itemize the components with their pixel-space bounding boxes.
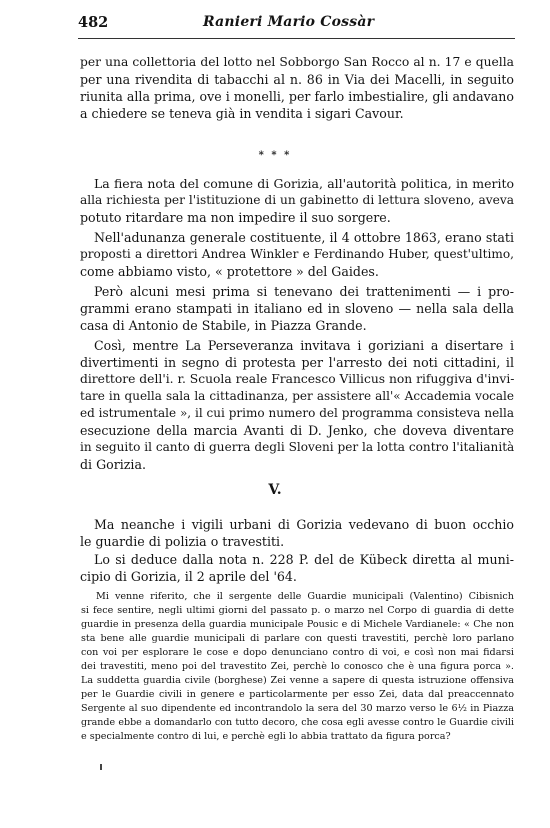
text-line: La fiera nota del comune di Gorizia, all'autorità politica, in merito [94, 176, 514, 191]
quote-line: sta bene alle guardie municipali di parlare con questi travestiti, perchè loro parlano [81, 633, 514, 644]
quote-line: Sergente al suo dipendente ed incontrandolo la sera del 30 marzo verso le 6½ in Piazza [81, 703, 514, 714]
text-line: direttore dell'i. r. Scuola reale Francesco Villicus non rifuggiva d'invi- [80, 372, 515, 386]
quote-line: La suddetta guardia civile (borghese) Zei venne a sapere di questa istruzione offensiva [81, 675, 514, 686]
quote-line: Mi venne riferito, che il sergente delle Guardie municipali (Valentino) Cibisnich [96, 591, 514, 602]
page-number: 482 [78, 14, 109, 31]
text-line: a chiedere se teneva già in vendita i sigari Cavour. [80, 106, 404, 121]
quote-line: grande ebbe a domandarlo con tutto decoro, che cosa egli avesse contro le Guardie civili [81, 717, 514, 728]
section-separator: * * * [258, 150, 292, 161]
text-line: esecuzione della marcia Avanti di D. Jenko, che doveva diventare [80, 423, 514, 438]
text-line: potuto ritardare ma non impedire il suo sorgere. [80, 210, 391, 225]
running-title: Ranieri Mario Cossàr [203, 14, 375, 30]
quote-line: con voi per esplorare le cose e dopo denunciano contro di voi, e così non mai fidarsi [81, 647, 514, 658]
text-line: tare in quella sala la cittadinanza, per assistere all'« Accademia vocale [80, 389, 514, 403]
section-heading: V. [268, 482, 282, 498]
quote-line: per le Guardie civili in genere e particolarmente per esso Zei, data dal preaccennato [81, 689, 514, 700]
text-line: grammi erano stampati in italiano ed in sloveno — nella sala della [80, 301, 514, 316]
text-line: Però alcuni mesi prima si tenevano dei trattenimenti — i pro- [94, 284, 514, 299]
text-line: casa di Antonio de Stabile, in Piazza Grande. [80, 318, 367, 333]
quote-line: dei travestiti, meno poi del travestito Zei, perchè lo conosco che è una figura porca ». [81, 661, 514, 672]
header-rule [78, 38, 515, 39]
page-header [78, 14, 513, 34]
text-line: in seguito il canto di guerra degli Sloveni per la lotta contro l'italianità [80, 440, 515, 454]
text-line: per una rivendita di tabacchi al n. 86 in Via dei Macelli, in seguito [80, 72, 514, 87]
text-line: Lo si deduce dalla nota n. 228 P. del de Kübeck diretta al muni- [94, 552, 514, 567]
text-line: riunita alla prima, ove i monelli, per farlo imbestialire, gli andavano [80, 89, 514, 104]
print-mark [100, 764, 102, 770]
text-line: Ma neanche i vigili urbani di Gorizia vedevano di buon occhio [94, 517, 514, 532]
text-line: cipio di Gorizia, il 2 aprile del '64. [80, 569, 297, 584]
quote-line: e specialmente contro di lui, e perchè egli lo abbia trattato da figura porca? [81, 731, 451, 742]
text-line: le guardie di polizia o travestiti. [80, 534, 285, 549]
text-line: come abbiamo visto, « protettore » del Gaides. [80, 264, 379, 279]
text-line: di Gorizia. [80, 457, 146, 472]
text-line: proposti a direttori Andrea Winkler e Ferdinando Huber, quest'ultimo, [80, 247, 514, 261]
text-line: divertimenti in segno di protesta per l'arresto dei noti cittadini, il [80, 355, 514, 370]
text-line: ed istrumentale », il cui primo numero del programma consisteva nella [80, 406, 514, 420]
text-line: Così, mentre La Perseveranza invitava i goriziani a disertare i [94, 338, 514, 353]
text-line: alla richiesta per l'istituzione di un gabinetto di lettura sloveno, aveva [80, 193, 514, 207]
quote-line: si fece sentire, negli ultimi giorni del passato p. o marzo nel Corpo di guardia di dette [81, 605, 514, 616]
quote-line: guardie in presenza della guardia municipale Pousic e di Michele Vardianele: « Che non [81, 619, 514, 630]
text-line: per una collettoria del lotto nel Sobborgo San Rocco al n. 17 e quella [80, 55, 514, 69]
text-line: Nell'adunanza generale costituente, il 4 ottobre 1863, erano stati [94, 230, 514, 245]
